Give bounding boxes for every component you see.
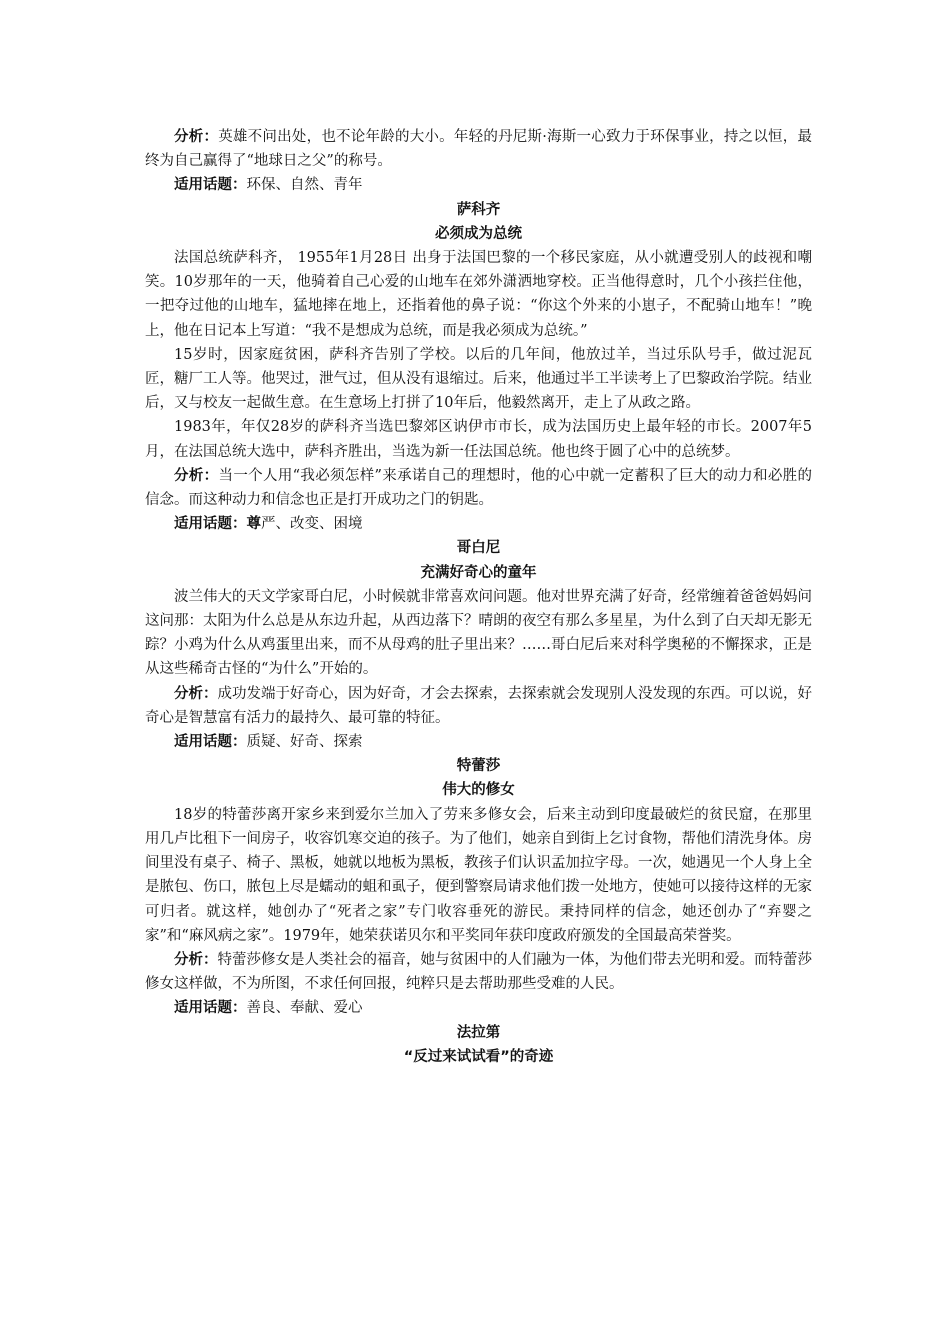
body-paragraph: 法国总统萨科齐， 1955年1月28日 出身于法国巴黎的一个移民家庭，从小就遭受别人的歧视和嘲笑。10岁那年的一天，他骑着自己心爱的山地车在郊外潇洒地穿校。正当他得意时，几个小孩拦住他，一把夺过他的山地车，猛地摔在地上，还指着他的鼻子说：“你这个外来的小崽子，不配骑山地车！”晚上，他在日记本上写道：“我不是想成为总统，而是我必须成为总统。”	[145, 250, 812, 339]
analysis-paragraph	[145, 464, 812, 512]
document-page	[145, 125, 812, 1069]
body-paragraph: 15岁时，因家庭贫困，萨科齐告别了学校。以后的几年间，他放过羊，当过乐队号手，做过泥瓦匠，糖厂工人等。他哭过，泄气过，但从没有退缩过。后来，他通过半工半读考上了巴黎政治学院。结业后，又与校友一起做生意。在生意场上打拼了10年后，他毅然离开，走上了从政之路。	[145, 346, 812, 412]
section-subtitle-sarkozy: 必须成为总统	[435, 225, 522, 242]
analysis-paragraph	[145, 948, 812, 996]
body-paragraph: 1983年，年仅28岁的萨科齐当选巴黎郊区讷伊市市长，成为法国历史上最年轻的市长。2007年5月，在法国总统大选中，萨科齐胜出，当选为新一任法国总统。他也终于圆了心中的总统梦。	[145, 419, 812, 460]
topics-text: 严、改变、困境	[261, 516, 363, 533]
topics-label: 适用话题：	[174, 999, 247, 1017]
body-paragraph: 18岁的特蕾莎离开家乡来到爱尔兰加入了劳来多修女会，后来主动到印度最破烂的贫民窟，在那里用几卢比租下一间房子，收容饥寒交迫的孩子。为了他们，她亲自到街上乞讨食物，帮他们清洗身体。房间里没有桌子、椅子、黑板，她就以地板为黑板，教孩子们认识孟加拉字母。一次，她遇见一个人身上全是脓包、伤口，脓包上尽是蠕动的蛆和虱子，便到警察局请求他们拨一处地方，使她可以接待这样的无家可归者。就这样，她创办了“死者之家”专门收容垂死的游民。秉持同样的信念，她还创办了“弃婴之家”和“麻风病之家”。1979年，她荣获诺贝尔和平奖同年获印度政府颁发的全国最高荣誉奖。	[145, 806, 812, 944]
topics-paragraph	[145, 173, 812, 197]
topics-text: 质疑、好奇、探索	[246, 734, 363, 751]
analysis-text: 特蕾莎修女是人类社会的福音，她与贫困中的人们融为一体，为他们带去光明和爱。而特蕾莎修女这样做，不为所图，不求任何回报，纯粹只是去帮助那些受难的人民。	[145, 951, 812, 993]
analysis-text: 成功发端于好奇心，因为好奇，才会去探索，去探索就会发现别人没发现的东西。可以说，好奇心是智慧富有活力的最持久、最可靠的特征。	[145, 685, 812, 726]
analysis-label: 分析：	[174, 466, 219, 484]
topics-text: 环保、自然、青年	[246, 177, 363, 194]
topics-label: 适用话题：	[174, 733, 247, 751]
analysis-paragraph	[145, 682, 812, 730]
analysis-text: 英雄不问出处，也不论年龄的大小。年轻的丹尼斯·海斯一心致力于环保事业，持之以恒，最终为自己赢得了“地球日之父”的称号。	[145, 129, 813, 170]
section-title-faraday: 法拉第	[456, 1024, 501, 1041]
topics-label: 适用话题：尊	[174, 515, 261, 533]
analysis-label: 分析：	[174, 128, 219, 145]
section-subtitle-copernicus: 充满好奇心的童年	[420, 564, 537, 581]
topics-paragraph	[145, 996, 812, 1020]
analysis-text: 当一个人用“我必须怎样”来承诺自己的理想时，他的心中就一定蓄积了巨大的动力和必胜的信念。而这种动力和信念也正是打开成功之门的钥匙。	[145, 467, 813, 509]
topics-label: 适用话题：	[174, 176, 247, 194]
section-title-teresa: 特蕾莎	[456, 758, 501, 775]
topics-paragraph	[145, 512, 812, 536]
topics-text: 善良、奉献、爱心	[246, 1000, 363, 1017]
body-paragraph: 波兰伟大的天文学家哥白尼，小时候就非常喜欢问问题。他对世界充满了好奇，经常缠着爸爸妈妈问这问那：太阳为什么总是从东边升起，从西边落下？晴朗的夜空有那么多星星，为什么到了白天却无影无踪？小鸡为什么从鸡蛋里出来，而不从母鸡的肚子里出来？……哥白尼后来对科学奥秘的不懈探求，正是从这些稀奇古怪的“为什么”开始的。	[145, 588, 812, 678]
section-title-copernicus: 哥白尼	[456, 540, 501, 557]
section-title-sarkozy: 萨科齐	[456, 201, 501, 218]
topics-paragraph	[145, 730, 812, 754]
analysis-label: 分析：	[174, 684, 218, 702]
section-subtitle-teresa: 伟大的修女	[442, 782, 515, 799]
analysis-label: 分析：	[174, 950, 218, 968]
section-subtitle-faraday: “反过来试试看”的奇迹	[403, 1048, 554, 1065]
analysis-paragraph	[145, 125, 812, 173]
